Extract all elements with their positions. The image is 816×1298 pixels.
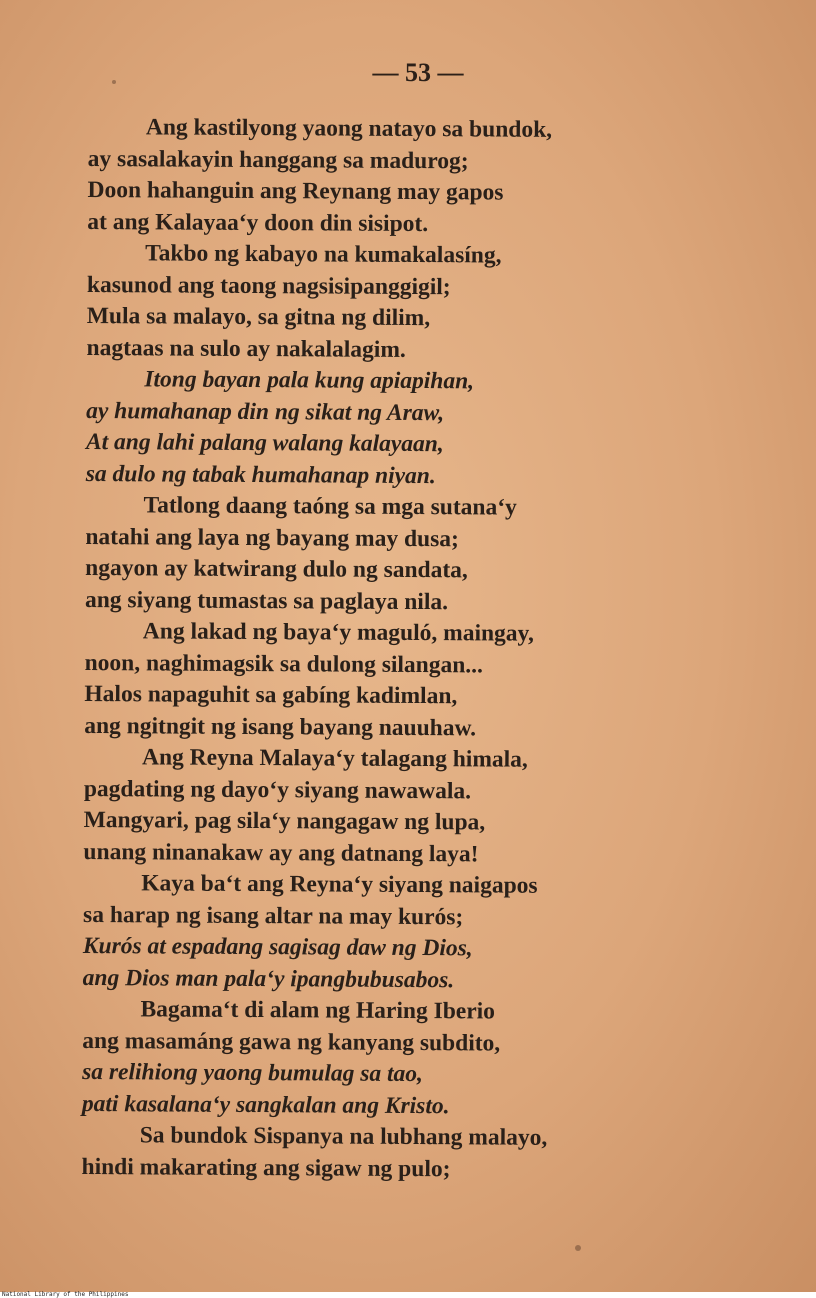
poem-line: Tatlong daang taóng sa mga sutana‘y — [143, 492, 517, 521]
poem-line: Takbo ng kabayo na kumakalasíng, — [145, 240, 502, 269]
paper-speck — [112, 80, 116, 84]
stanza — [86, 364, 697, 494]
poem-line: pagdating ng dayo‘y siyang nawawala. — [83, 775, 472, 804]
poem-line: Kurós at espadang sagisag daw ng Dios, — [82, 932, 473, 962]
poem-line: Mangyari, pag sila‘y nangagaw ng lupa, — [83, 806, 486, 836]
poem-line: pati kasalana‘y sangkalan ang Kristo. — [81, 1090, 450, 1119]
poem-line: kasunod ang taong nagsisipanggigil; — [86, 271, 451, 300]
stanza — [83, 742, 694, 872]
poem-line: ang siyang tumastas sa paglaya nila. — [84, 586, 449, 615]
poem-line: Ang Reyna Malaya‘y talagang himala, — [141, 744, 528, 773]
poem-line: sa harap ng isang altar na may kurós; — [83, 901, 464, 930]
poem-body — [81, 112, 698, 1187]
poem-line: Halos napaguhit sa gabíng kadimlan, — [84, 680, 458, 710]
poem-line: sa dulo ng tabak humahanap niyan. — [85, 460, 436, 489]
poem-line: natahi ang laya ng bayang may dusa; — [85, 523, 459, 552]
page-number: — 53 — — [372, 58, 464, 87]
poem-line: Ang lakad ng baya‘y maguló, maingay, — [142, 618, 535, 647]
poem-line: ay sasalakayin hanggang sa madurog; — [87, 145, 469, 174]
stanza — [82, 1057, 692, 1124]
stanza — [81, 1120, 691, 1187]
poem-line: ang masamáng gawa ng kanyang subdito, — [82, 1027, 501, 1057]
poem-line: Ang kastilyong yaong natayo sa bundok, — [145, 114, 553, 143]
stanza — [86, 238, 697, 368]
poem-line: ay humahanap din ng sikat ng Araw, — [86, 397, 445, 426]
stanza — [85, 490, 696, 620]
poem-line: Mula sa malayo, sa gitna ng dilim, — [86, 302, 431, 332]
stanza — [87, 112, 698, 242]
poem-line: ang ngitngit ng isang bayang nauuhaw. — [84, 712, 477, 741]
poem-line: Itong bayan pala kung apiapihan, — [144, 366, 475, 395]
poem-line: at ang Kalayaa‘y doon din sisipot. — [87, 208, 429, 237]
stanza — [84, 616, 695, 746]
poem-line: At ang lahi palang walang kalayaan, — [85, 428, 444, 458]
paper-speck — [575, 1245, 581, 1251]
library-credit: National Library of the Philippines — [2, 1291, 129, 1298]
poem-line: ang Dios man pala‘y ipangbubusabos. — [82, 964, 455, 993]
stanza — [82, 994, 692, 1061]
stanza — [83, 868, 693, 935]
poem-line: unang ninanakaw ay ang datnang laya! — [83, 838, 479, 867]
poem-line: sa relihiong yaong bumulag sa tao, — [82, 1058, 424, 1088]
poem-line: Doon hahanguin ang Reynang may gapos — [87, 176, 504, 206]
poem-line: noon, naghimagsik sa dulong silangan... — [84, 649, 484, 678]
poem-line: Bagama‘t di alam ng Haring Iberio — [140, 996, 496, 1025]
poem-line: Sa bundok Sispanya na lubhang malayo, — [139, 1122, 548, 1151]
poem-line: ngayon ay katwirang dulo ng sandata, — [85, 554, 468, 584]
poem-line: nagtaas na sulo ay nakalalagim. — [86, 334, 406, 363]
poem-line: hindi makarating ang sigaw ng pulo; — [81, 1153, 451, 1182]
stanza — [83, 931, 693, 998]
poem-line: Kaya ba‘t ang Reyna‘y siyang naigapos — [141, 870, 538, 899]
